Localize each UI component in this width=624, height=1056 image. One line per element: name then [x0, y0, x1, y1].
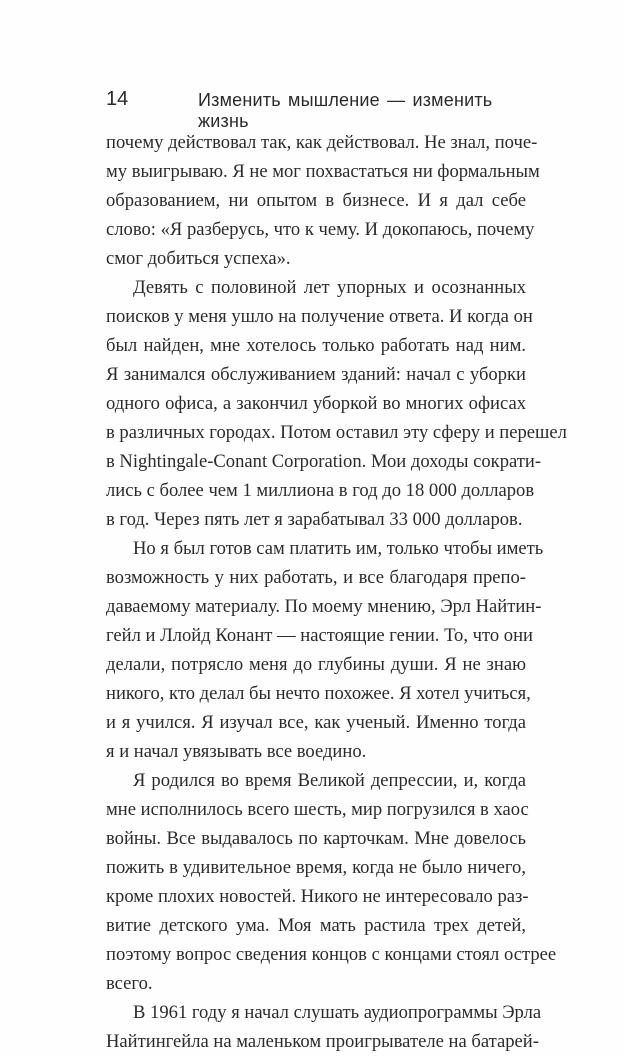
text-line: в Nightingale-Conant Corporation. Мои доходы сократи- — [106, 451, 542, 472]
text-line: в год. Через пять лет я зарабатывал 33 000 долларов. — [106, 509, 523, 530]
text-line: Я занимался обслуживанием зданий: начал с уборки — [106, 364, 526, 385]
text-line: Но я был готов сам платить им, только чтобы иметь — [133, 538, 544, 559]
text-line: слово: «Я разберусь, что к чему. И докопаюсь, почему — [106, 219, 535, 240]
page-number: 14 — [106, 88, 129, 110]
text-line: В 1961 году я начал слушать аудиопрограммы Эрла — [133, 1002, 542, 1023]
text-line: почему действовал так, как действовал. Не знал, поче- — [106, 132, 538, 153]
paragraph — [106, 273, 567, 534]
running-head — [106, 88, 530, 131]
text-line: поисков у меня ушло на получение ответа. И когда он — [106, 306, 533, 327]
body-text — [106, 128, 567, 1056]
text-line: кроме плохих новостей. Никого не интересовало раз- — [106, 886, 529, 907]
text-line: всего. — [106, 973, 153, 994]
paragraph — [106, 998, 542, 1056]
text-line: и я учился. Я изучал все, как ученый. Именно тогда — [106, 712, 526, 733]
text-line: делали, потрясло меня до глубины души. Я не знаю — [106, 654, 526, 675]
text-line: я и начал увязывать все воедино. — [106, 741, 367, 762]
text-line: в различных городах. Потом оставил эту сферу и перешел — [106, 422, 567, 443]
text-line: возможность у них работать, и все благодаря препо- — [106, 567, 526, 588]
text-line: даваемому материалу. По моему мнению, Эрл Найтин- — [106, 596, 542, 617]
text-line: витие детского ума. Моя мать растила трех детей, — [106, 915, 526, 936]
text-line: смог добиться успеха». — [106, 248, 291, 269]
text-line: мне исполнилось всего шесть, мир погрузился в хаос — [106, 799, 529, 820]
text-line: лись с более чем 1 миллиона в год до 18 000 долларов — [106, 480, 535, 501]
text-line: Найтингейла на маленьком проигрывателе на батарей- — [106, 1031, 539, 1052]
paragraph — [106, 534, 544, 766]
chapter-title: Изменить мышление — изменить жизнь — [198, 90, 493, 131]
text-line: одного офиса, а закончил уборкой во многих офисах — [106, 393, 526, 414]
paragraph — [106, 766, 557, 998]
text-line: был найден, мне хотелось только работать над ним. — [106, 335, 526, 356]
paragraph — [106, 128, 540, 273]
text-line: никого, кто делал бы нечто похожее. Я хотел учиться, — [106, 683, 531, 704]
text-line: пожить в удивительное время, когда не было ничего, — [106, 857, 526, 878]
text-line: войны. Все выдавалось по карточкам. Мне довелось — [106, 828, 526, 849]
text-line: Я родился во время Великой депрессии, и, когда — [133, 770, 526, 791]
text-line: гейл и Ллойд Конант — настоящие гении. То, что они — [106, 625, 534, 646]
text-line: Девять с половиной лет упорных и осознанных — [133, 277, 526, 298]
text-line: му выигрываю. Я не мог похвастаться ни формальным — [106, 161, 540, 182]
text-line: поэтому вопрос сведения концов с концами стоял острее — [106, 944, 557, 965]
text-line: образованием, ни опытом в бизнесе. И я дал себе — [106, 190, 526, 211]
